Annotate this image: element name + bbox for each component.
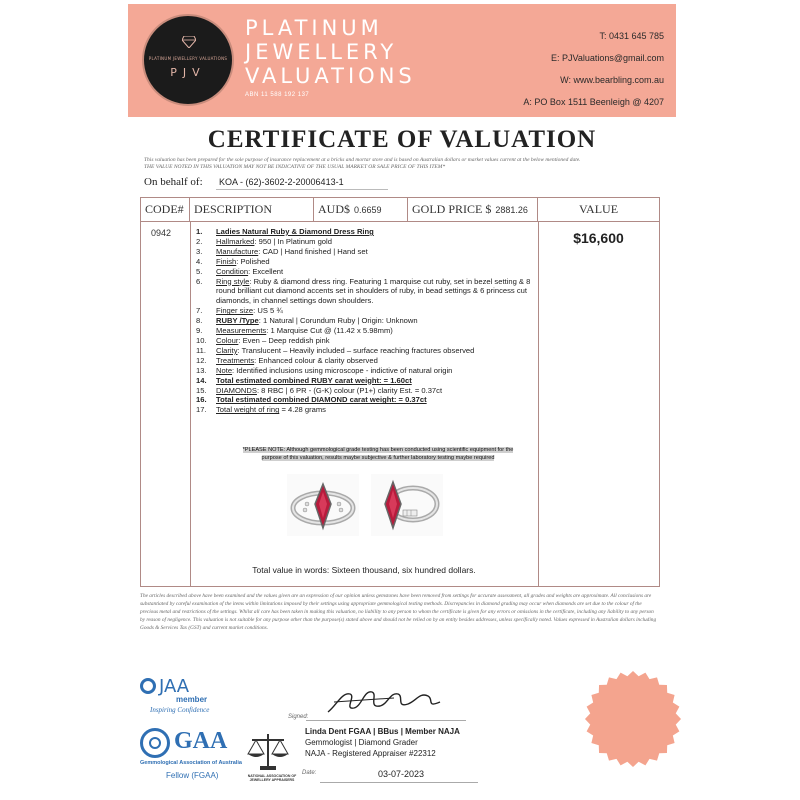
seal-icon (584, 670, 682, 768)
scales-icon (246, 730, 290, 772)
item-detail: : Translucent – Heavily included – surface reaching fractures observed (237, 345, 475, 355)
item-detail: : 8 RBC | 6 PR - (G-K) colour (P1+) clarity Est. = 0.37ct (256, 385, 443, 395)
item-detail: : Excellent (248, 266, 284, 276)
certificate-title: CERTIFICATE OF VALUATION (207, 126, 597, 153)
description-item (196, 395, 534, 405)
item-text (216, 316, 534, 326)
item-number: 14. (196, 375, 207, 385)
divider (320, 782, 478, 783)
jaa-emblem-icon (140, 678, 156, 694)
item-detail: : Polished (236, 256, 270, 266)
item-number: 15. (196, 385, 207, 395)
description-item (196, 336, 534, 346)
item-label: DIAMONDS (216, 385, 257, 395)
jaa-member: member (176, 695, 208, 704)
description-item (196, 386, 534, 396)
item-label: Note (216, 365, 233, 375)
description-item (196, 316, 534, 326)
item-label: Finish (216, 256, 237, 266)
item-label: Condition (216, 266, 249, 276)
item-number: 7. (196, 306, 203, 316)
item-text (216, 257, 534, 267)
item-text (216, 277, 534, 307)
behalf-label: On behalf of: (144, 176, 203, 188)
top-disclaimer (144, 157, 664, 171)
item-label: Total estimated combined RUBY carat weight: = 1.60ct (216, 375, 412, 385)
description-item (196, 366, 534, 376)
item-text (216, 227, 534, 237)
item-text (216, 247, 534, 257)
contact-address: A: PO Box 1511 Beenleigh @ 4207 (523, 97, 664, 107)
item-text (216, 376, 534, 386)
aud-value: 0.6659 (354, 205, 382, 215)
gaa-text: GAA (174, 728, 228, 754)
item-detail: : 950 | In Platinum gold (254, 236, 332, 246)
signer-block (305, 726, 460, 759)
item-label: Clarity (216, 345, 238, 355)
behalf-value: KOA - (62)-3602-2-20006413-1 (219, 177, 344, 187)
naja-logo (246, 730, 297, 782)
description-item (196, 277, 534, 307)
description-item (196, 227, 534, 237)
brand-line: JEWELLERY (245, 40, 398, 64)
description-item (196, 306, 534, 316)
item-text (216, 356, 534, 366)
item-number: 16. (196, 395, 207, 405)
item-number: 8. (196, 316, 203, 326)
ring-photo-side (371, 474, 443, 536)
date-label: Date: (302, 770, 317, 776)
item-text (216, 346, 534, 356)
letterhead (128, 4, 676, 117)
item-text (216, 336, 534, 346)
divider (190, 222, 191, 586)
jaa-text: JAA (159, 676, 190, 697)
item-label: Colour (216, 335, 239, 345)
brand-line: PLATINUM (245, 16, 383, 40)
item-number: 10. (196, 335, 207, 345)
header-code: CODE# (141, 198, 190, 222)
item-label: Total estimated combined DIAMOND carat weight: = 0.37ct (216, 395, 427, 405)
item-text (216, 326, 534, 336)
description-list (196, 227, 534, 415)
ring-photo-front (287, 474, 359, 536)
description-item (196, 346, 534, 356)
description-item (196, 356, 534, 366)
gaa-subtitle: Gemmological Association of Australia (140, 760, 242, 766)
item-detail: : 1 Natural | Corundum Ruby | Origin: Unknown (258, 316, 418, 326)
divider (538, 222, 539, 586)
item-text (216, 366, 534, 376)
item-detail: : Identified inclusions using microscope - indictive of natural origin (232, 365, 453, 375)
description-item (196, 257, 534, 267)
header-value: VALUE (538, 198, 659, 222)
pjv-logo (142, 14, 234, 106)
item-number: 9. (196, 326, 203, 336)
item-text (216, 306, 534, 316)
description-item (196, 267, 534, 277)
signer-registration: NAJA - Registered Appraiser #22312 (305, 749, 436, 758)
description-item (196, 237, 534, 247)
signed-label: Signed: (288, 714, 309, 720)
logo-letters: PJV (170, 66, 206, 79)
gaa-fellow: Fellow (FGAA) (166, 771, 219, 780)
item-number: 3. (196, 246, 203, 256)
item-text (216, 267, 534, 277)
item-text (216, 386, 534, 396)
gold-label: GOLD PRICE $ (412, 202, 492, 216)
signer-name: Linda Dent FGAA | BBus | Member NAJA (305, 727, 460, 736)
item-detail: : US 5 ¾ (253, 306, 283, 316)
item-label: Ladies Natural Ruby & Diamond Dress Ring (216, 227, 374, 236)
item-label: Finger size (216, 306, 254, 316)
valuation-table (140, 197, 660, 587)
gold-value: 2881.26 (495, 205, 528, 215)
item-label: Treatments (216, 355, 255, 365)
note-line: purpose of this valuation, results maybe subjective & further laboratory testing maybe required (261, 455, 495, 461)
signature (324, 684, 444, 718)
disclaimer-line: THE VALUE NOTED IN THIS VALUATION MAY NOT BE INDICATIVE OF THE USUAL MARKET OR SALE PRICE OF THIS ITEM* (144, 164, 446, 170)
item-label: Hallmarked (216, 236, 255, 246)
diamond-icon (182, 36, 196, 48)
item-number: 2. (196, 236, 203, 246)
description-item (196, 405, 534, 415)
item-number: 11. (196, 345, 206, 355)
note-line: *PLEASE NOTE: Although gemmological grade testing has been conducted using scientific equipment for the (242, 447, 514, 453)
item-code: 0942 (151, 228, 172, 238)
item-number: 6. (196, 276, 203, 286)
abn-number: ABN 11 588 192 137 (245, 92, 310, 98)
divider (306, 720, 466, 721)
date-value: 03-07-2023 (378, 769, 425, 779)
item-number: 12. (196, 355, 207, 365)
item-detail: = 4.28 grams (279, 405, 326, 415)
jaa-tagline: Inspiring Confidence (150, 706, 210, 714)
item-text (216, 405, 534, 415)
item-number: 13. (196, 365, 207, 375)
signer-title: Gemmologist | Diamond Grader (305, 738, 418, 747)
item-number: 4. (196, 256, 203, 266)
description-item (196, 247, 534, 257)
naja-text: NATIONAL ASSOCIATION OF JEWELLERY APPRAISERS (247, 774, 297, 782)
item-number: 17. (196, 405, 207, 415)
item-number: 1. (196, 227, 203, 236)
total-value-words: Total value in words: Sixteen thousand, six hundred dollars. (252, 565, 476, 575)
item-label: Ring style (216, 276, 250, 286)
item-label: Manufacture (216, 246, 259, 256)
header-description: DESCRIPTION (190, 198, 314, 222)
gaa-emblem-icon (140, 728, 170, 758)
header-aud (314, 198, 408, 222)
item-text (216, 395, 534, 405)
contact-website: W: www.bearbling.com.au (560, 75, 664, 85)
certificate-sheet (128, 4, 676, 794)
item-detail: : CAD | Hand finished | Hand set (258, 246, 368, 256)
contact-phone: T: 0431 645 785 (599, 31, 664, 41)
description-item (196, 376, 534, 386)
brand-line: VALUATIONS (245, 64, 416, 88)
bottom-disclaimer: The articles described above have been examined and the values given are an expression of our opinion unless gemstones have been removed from settings for accurate assessment, all grades and weights are approximate. All conclusions are substantiated by careful examination of the items within limitations imposed by their settings using appropriate gemmological testing methods. Discrepancies in diamond grading may occur when diamonds are set due to the colour of the precious metal and restrictions of the settings. Whilst all care has been taken in making this valuation, no liability to any person to whom the certificate is given for any errors or omissions in the certificate, including any liability to any person by reason of negligence. This valuation is not suitable for any purpose other than the purpose(s) stated above and should not be relied on by an entity besides addresses, unless specifically noted. Values expressed in Australian dollars including Goods & Services Tax (GST) and current market conditions. (140, 593, 657, 631)
please-note (242, 446, 514, 462)
disclaimer-line: This valuation has been prepared for the sole purpose of insurance replacement at a bricks and mortar store and is based on Australian dollars or market values current at the below mentioned date. (144, 157, 581, 163)
item-label: Total weight of ring (216, 405, 280, 415)
item-detail: : 1 Marquise Cut @ (11.42 x 5.98mm) (266, 326, 393, 336)
item-label: RUBY /Type (216, 316, 259, 326)
aud-label: AUD$ (318, 202, 350, 216)
logo-ring-text: PLATINUM JEWELLERY VALUATIONS (148, 56, 228, 61)
item-number: 5. (196, 266, 203, 276)
brand-name (245, 16, 416, 88)
header-gold-price (408, 198, 538, 222)
item-label: Measurements (216, 326, 267, 336)
item-value: $16,600 (573, 230, 624, 246)
description-item (196, 326, 534, 336)
item-detail: : Enhanced colour & clarity observed (254, 355, 378, 365)
item-detail: : Ruby & diamond dress ring. Featuring 1 marquise cut ruby, set in bezel setting & 8 round brilliant cut diamond accents set in shoulders of ruby, in bead settings & 6 princess cut diamonds, in channel settings down shoulders. (216, 276, 531, 306)
item-text (216, 237, 534, 247)
contact-email: E: PJValuations@gmail.com (550, 53, 664, 63)
item-detail: : Even – Deep reddish pink (238, 335, 330, 345)
divider (216, 189, 388, 190)
